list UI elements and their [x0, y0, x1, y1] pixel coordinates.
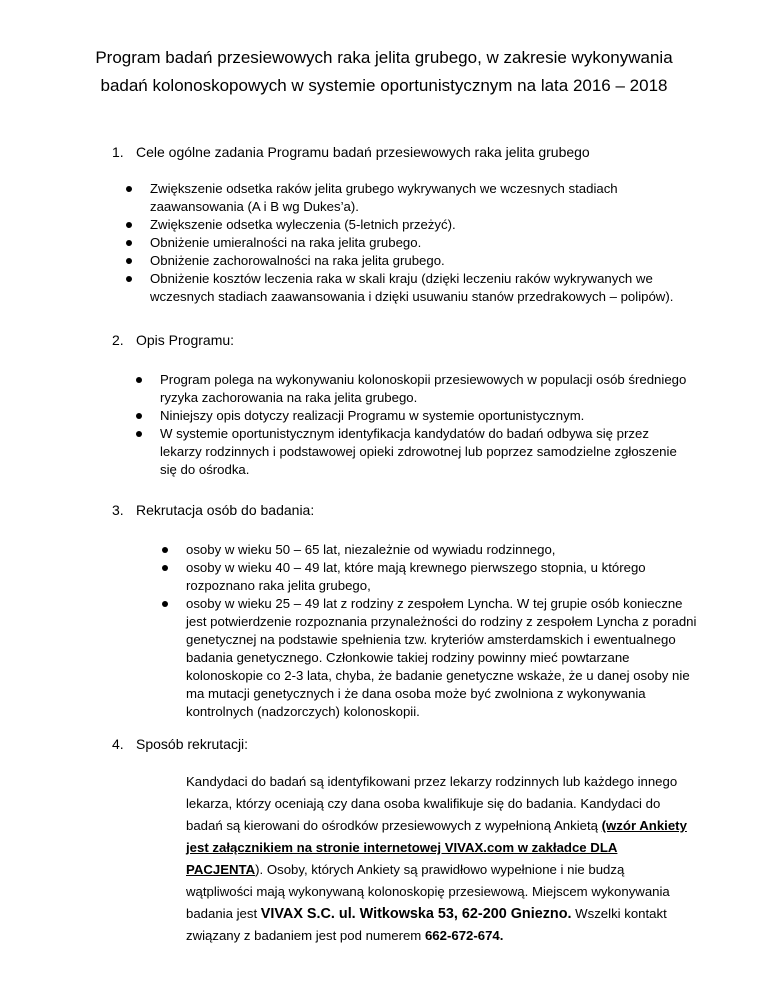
section-2-list [160, 371, 690, 479]
list-item: Program polega na wykonywaniu kolonoskopii przesiewowych w populacji osób średniego ryzyka zachorowania na raka jelita grubego. [160, 371, 690, 407]
list-item: Obniżenie zachorowalności na raka jelita grubego. [150, 252, 698, 270]
section-3-list [186, 541, 706, 721]
section-title: Opis Programu: [136, 332, 235, 348]
title-line-2: badań kolonoskopowych w systemie oportunistycznym na lata 2016 – 2018 [100, 76, 668, 95]
section-1-heading [112, 142, 590, 162]
section-number: 1. [112, 144, 124, 160]
clinic-address: VIVAX S.C. ul. Witkowska 53, 62-200 Gniezno. [260, 906, 572, 922]
section-1-list [150, 180, 698, 306]
recruitment-paragraph [186, 771, 691, 947]
section-2-heading [112, 330, 234, 350]
section-3-heading [112, 500, 314, 520]
survey-link[interactable]: (wzór Ankiety jest załącznikiem na stronie internetowej VIVAX.com w zakładce DLA PACJENTA [186, 818, 687, 877]
list-item: osoby w wieku 50 – 65 lat, niezależnie od wywiadu rodzinnego, [186, 541, 706, 559]
section-4-heading [112, 734, 248, 754]
paragraph-text: Wszelki kontakt związany z badaniem jest pod numerem [186, 906, 667, 943]
list-item: W systemie oportunistycznym identyfikacja kandydatów do badań odbywa się przez lekarzy rodzinnych i podstawowej opieki zdrowotnej lub poprzez samodzielne zgłoszenie się do ośrodka. [160, 425, 690, 479]
paragraph-text: ). Osoby, których Ankiety są prawidłowo wypełnione i nie budzą wątpliwości mają wykonywaną kolonoskopię przesiewową. Miejscem wykonywania badania jest [186, 862, 670, 921]
list-item: Zwiększenie odsetka wyleczenia (5-letnich przeżyć). [150, 216, 698, 234]
title-line-1: Program badań przesiewowych raka jelita grubego, w zakresie wykonywania [95, 48, 673, 67]
section-title: Rekrutacja osób do badania: [136, 502, 315, 518]
contact-phone: 662-672-674. [424, 928, 504, 943]
list-item: Obniżenie umieralności na raka jelita grubego. [150, 234, 698, 252]
section-title: Sposób rekrutacji: [136, 736, 249, 752]
section-number: 2. [112, 332, 124, 348]
section-number: 3. [112, 502, 124, 518]
list-item: Niniejszy opis dotyczy realizacji Programu w systemie oportunistycznym. [160, 407, 690, 425]
list-item: Zwiększenie odsetka raków jelita grubego wykrywanych we wczesnych stadiach zaawansowania (A i B wg Dukes’a). [150, 180, 698, 216]
list-item: Obniżenie kosztów leczenia raka w skali kraju (dzięki leczeniu raków wykrywanych we wczesnych stadiach zaawansowania i dzięki usuwaniu stanów przedrakowych – polipów). [150, 270, 698, 306]
list-item: osoby w wieku 40 – 49 lat, które mają krewnego pierwszego stopnia, u którego rozpoznano raka jelita grubego, [186, 559, 706, 595]
list-item: osoby w wieku 25 – 49 lat z rodziny z zespołem Lyncha. W tej grupie osób konieczne jest potwierdzenie rozpoznania przynależności do rodziny z zespołem Lyncha z poradni genetycznej na podstawie spełnienia tzw. kryteriów amsterdamskich i ewentualnego badania genetycznego. Członkowie takiej rodziny powinny mieć powtarzane kolonoskopie co 2-3 lata, chyba, że badanie genetyczne wskaże, że u danej osoby nie ma mutacji genetycznych i że dana osoba może być zwolniona z wykonywania kontrolnych (nadzorczych) kolonoskopii. [186, 595, 706, 721]
paragraph-text: Kandydaci do badań są identyfikowani przez lekarzy rodzinnych lub każdego innego lekarza, którzy oceniają czy dana osoba kwalifikuje się do badania. Kandydaci do badań są kierowani do ośrodków przesiewowych z wypełnioną Ankietą [186, 774, 678, 833]
section-number: 4. [112, 736, 124, 752]
section-title: Cele ogólne zadania Programu badań przesiewowych raka jelita grubego [136, 144, 590, 160]
document-title [40, 44, 728, 100]
